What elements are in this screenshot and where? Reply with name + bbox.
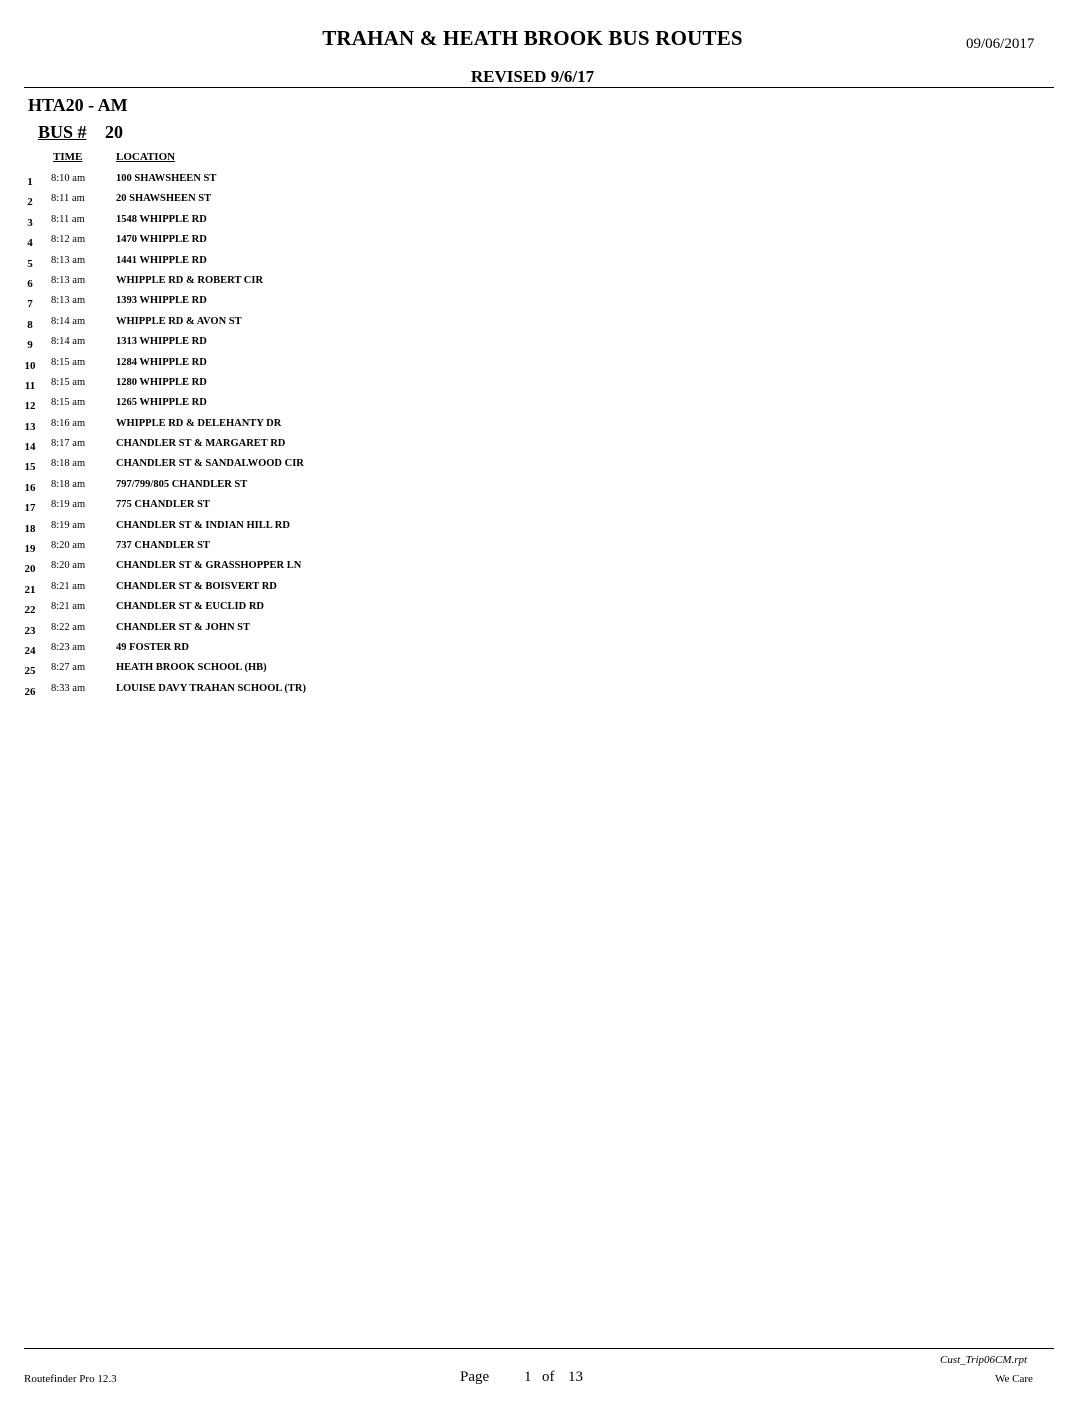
stop-location: 20 SHAWSHEEN ST <box>116 193 212 205</box>
stop-time: 8:18 am <box>51 478 86 490</box>
stop-number: 4 <box>27 237 33 250</box>
stop-number: 6 <box>27 277 33 290</box>
stop-number: 23 <box>24 624 36 637</box>
stop-time: 8:16 am <box>51 417 86 429</box>
stop-location: 1548 WHIPPLE RD <box>116 213 207 225</box>
stop-time: 8:15 am <box>51 356 86 368</box>
stop-number: 25 <box>24 665 36 678</box>
stop-row <box>0 477 700 497</box>
stop-number: 21 <box>24 583 36 596</box>
stop-number: 22 <box>24 604 36 617</box>
stop-location: CHANDLER ST & BOISVERT RD <box>116 580 277 592</box>
stop-location: 775 CHANDLER ST <box>116 499 210 511</box>
stop-row <box>0 538 700 558</box>
stop-location: 1313 WHIPPLE RD <box>116 336 207 348</box>
stop-number: 11 <box>24 379 36 392</box>
stop-location: 1393 WHIPPLE RD <box>116 295 207 307</box>
stop-row <box>0 599 700 619</box>
stop-time: 8:21 am <box>51 601 86 613</box>
stop-time: 8:13 am <box>51 295 86 307</box>
stop-row <box>0 375 700 395</box>
column-header-location: LOCATION <box>116 151 176 163</box>
column-header-time: TIME <box>53 151 83 163</box>
stop-row <box>0 518 700 538</box>
stop-time: 8:13 am <box>51 254 86 266</box>
stop-location: CHANDLER ST & EUCLID RD <box>116 601 264 613</box>
stop-row <box>0 191 700 211</box>
page-total: 13 <box>568 1369 583 1385</box>
stop-number: 24 <box>24 644 36 657</box>
stop-location: 1470 WHIPPLE RD <box>116 234 207 246</box>
stop-time: 8:13 am <box>51 274 86 286</box>
stop-row <box>0 171 700 191</box>
stop-number: 1 <box>27 176 33 188</box>
page-of-label: of <box>542 1369 555 1385</box>
stop-time: 8:20 am <box>51 540 86 552</box>
stop-row <box>0 355 700 375</box>
stop-time: 8:19 am <box>51 499 86 511</box>
stop-number: 20 <box>24 563 36 576</box>
stop-location: 1265 WHIPPLE RD <box>116 397 207 409</box>
stop-row <box>0 681 700 701</box>
stop-time: 8:18 am <box>51 458 86 470</box>
software-name: Routefinder Pro 12.3 <box>24 1373 117 1385</box>
stop-time: 8:19 am <box>51 519 86 531</box>
stop-time: 8:14 am <box>51 336 86 348</box>
stop-location: WHIPPLE RD & ROBERT CIR <box>116 274 264 286</box>
stop-list <box>0 171 700 701</box>
stop-time: 8:21 am <box>51 580 86 592</box>
stop-time: 8:17 am <box>51 438 86 450</box>
stop-location: WHIPPLE RD & DELEHANTY DR <box>116 417 282 429</box>
stop-row <box>0 456 700 476</box>
stop-number: 14 <box>24 441 36 454</box>
stop-time: 8:22 am <box>51 621 86 633</box>
stop-row <box>0 334 700 354</box>
page-number: 1 <box>524 1369 532 1385</box>
stop-location: 737 CHANDLER ST <box>116 540 210 552</box>
stop-row <box>0 273 700 293</box>
bus-number: 20 <box>105 122 123 142</box>
stop-number: 19 <box>24 543 36 556</box>
stop-location: CHANDLER ST & SANDALWOOD CIR <box>116 458 304 470</box>
page-title: TRAHAN & HEATH BROOK BUS ROUTES <box>322 26 743 50</box>
stop-row <box>0 640 700 660</box>
stop-row <box>0 579 700 599</box>
stop-time: 8:11 am <box>51 193 85 205</box>
stop-number: 16 <box>24 481 36 494</box>
stop-location: 1441 WHIPPLE RD <box>116 254 207 266</box>
route-name: HTA20 - AM <box>28 95 128 115</box>
stop-row <box>0 293 700 313</box>
stop-row <box>0 416 700 436</box>
stop-location: 49 FOSTER RD <box>116 641 189 653</box>
stop-number: 18 <box>24 522 36 535</box>
stop-number: 8 <box>27 318 33 331</box>
stop-location: 1280 WHIPPLE RD <box>116 376 207 388</box>
stop-time: 8:23 am <box>51 641 86 653</box>
stop-row <box>0 253 700 273</box>
stop-number: 15 <box>24 461 36 474</box>
stop-number: 10 <box>24 359 36 372</box>
stop-time: 8:33 am <box>51 682 86 694</box>
page-label: Page <box>460 1369 490 1385</box>
stop-row <box>0 620 700 640</box>
header-divider <box>24 87 1054 88</box>
stop-location: 1284 WHIPPLE RD <box>116 356 207 368</box>
stop-number: 5 <box>27 257 33 270</box>
stop-row <box>0 314 700 334</box>
bus-label: BUS # <box>38 122 87 142</box>
stop-location: LOUISE DAVY TRAHAN SCHOOL (TR) <box>116 682 307 694</box>
stop-location: 100 SHAWSHEEN ST <box>116 173 217 184</box>
stop-time: 8:27 am <box>51 662 86 674</box>
stop-time: 8:11 am <box>51 213 85 225</box>
stop-row <box>0 232 700 252</box>
stop-location: CHANDLER ST & JOHN ST <box>116 621 250 633</box>
stop-time: 8:15 am <box>51 376 86 388</box>
stop-location: CHANDLER ST & MARGARET RD <box>116 438 286 450</box>
stop-time: 8:14 am <box>51 315 86 327</box>
stop-row <box>0 497 700 517</box>
stop-row <box>0 436 700 456</box>
stop-number: 12 <box>24 400 36 413</box>
stop-number: 3 <box>27 216 33 229</box>
stop-time: 8:10 am <box>51 173 86 184</box>
report-file-name: Cust_Trip06CM.rpt <box>940 1354 1028 1366</box>
stop-number: 2 <box>27 196 33 209</box>
page-subtitle: REVISED 9/6/17 <box>470 67 595 86</box>
stop-number: 7 <box>27 298 33 311</box>
stop-location: CHANDLER ST & GRASSHOPPER LN <box>116 560 302 572</box>
stop-time: 8:20 am <box>51 560 86 572</box>
stop-location: CHANDLER ST & INDIAN HILL RD <box>116 519 290 531</box>
stop-number: 13 <box>24 420 36 433</box>
footer-divider <box>24 1348 1054 1349</box>
stop-number: 9 <box>27 339 33 352</box>
organization-name: We Care <box>995 1373 1033 1385</box>
stop-time: 8:15 am <box>51 397 86 409</box>
stop-location: HEATH BROOK SCHOOL (HB) <box>116 662 267 674</box>
stop-time: 8:12 am <box>51 234 86 246</box>
stop-location: WHIPPLE RD & AVON ST <box>116 315 242 327</box>
stop-number: 17 <box>24 502 36 515</box>
report-date: 09/06/2017 <box>966 36 1035 52</box>
stop-location: 797/799/805 CHANDLER ST <box>116 478 248 490</box>
stop-row <box>0 395 700 415</box>
stop-number: 26 <box>24 685 36 698</box>
stop-row <box>0 558 700 578</box>
stop-row <box>0 212 700 232</box>
stop-row <box>0 660 700 680</box>
